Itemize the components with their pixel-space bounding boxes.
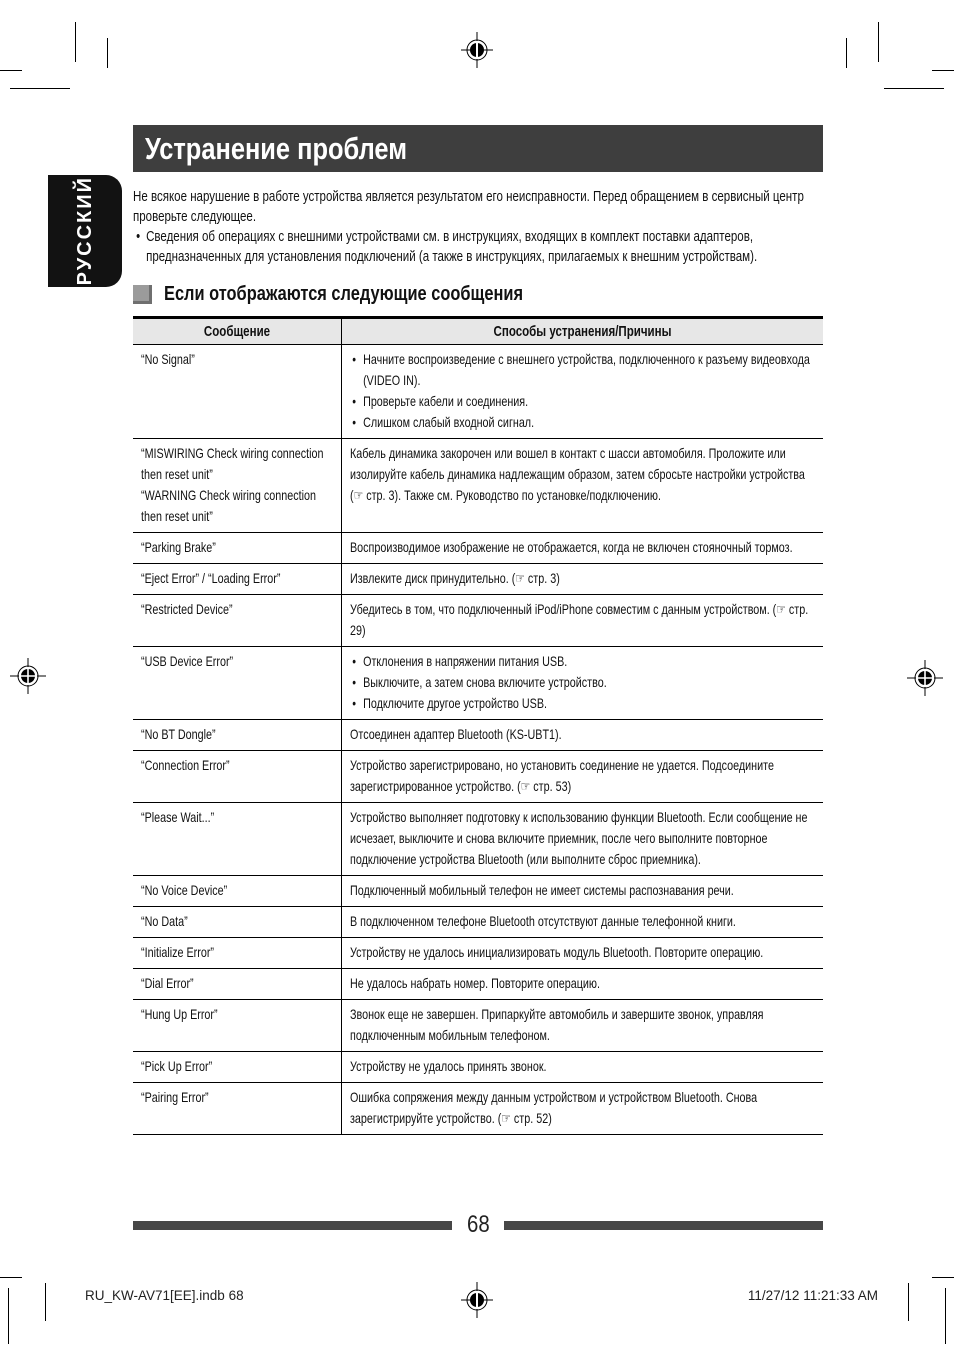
table-row (133, 647, 823, 720)
table-row (133, 1000, 823, 1052)
solution-cell (342, 1000, 824, 1052)
message-cell (133, 876, 342, 907)
solution-text: Устройство выполняет подготовку к использованию функции Bluetooth. Если сообщение не исчезает, выключите и снова включите приемник, после чего выполните повторное подключение устройства Bluetooth (или выполните сброс приемника). (350, 809, 808, 867)
table-row (133, 938, 823, 969)
message-cell (133, 595, 342, 647)
table-row (133, 720, 823, 751)
solution-cell (342, 1052, 824, 1083)
page-title-bar (133, 125, 823, 172)
solution-cell (342, 564, 824, 595)
solution-item: • Проверьте кабели и соединения. (350, 391, 817, 412)
solution-cell (342, 876, 824, 907)
message-cell (133, 647, 342, 720)
trim-mark (932, 70, 954, 71)
message-text: “WARNING Check wiring connection then reset unit” (141, 487, 316, 524)
message-cell (133, 907, 342, 938)
table-row (133, 595, 823, 647)
message-cell (133, 564, 342, 595)
solution-text: Устройству не удалось принять звонок. (350, 1058, 547, 1074)
message-text: “No BT Dongle” (141, 726, 216, 742)
solution-text: Устройство зарегистрировано, но установить соединение не удается. Подсоедините зарегистрированное устройство. (☞ стр. 53) (350, 757, 774, 794)
message-cell (133, 969, 342, 1000)
message-text: “Please Wait...” (141, 809, 215, 825)
solution-text: Звонок еще не завершен. Припаркуйте автомобиль и завершите звонок, управляя подключенным мобильным телефоном. (350, 1006, 764, 1043)
message-text: “No Signal” (141, 351, 195, 367)
message-cell (133, 1083, 342, 1135)
solution-cell (342, 938, 824, 969)
registration-mark-icon (459, 32, 495, 68)
solution-text: Отсоединен адаптер Bluetooth (KS-UBT1). (350, 726, 562, 742)
column-header-message: Сообщение (133, 318, 342, 345)
message-text: “No Voice Device” (141, 882, 228, 898)
message-text: “Restricted Device” (141, 601, 233, 617)
page-number-bar-right (504, 1221, 823, 1230)
solution-item: • Отклонения в напряжении питания USB. (350, 651, 817, 672)
intro-block (133, 187, 823, 267)
message-text: “Eject Error” / “Loading Error” (141, 570, 281, 586)
message-text: “Connection Error” (141, 757, 230, 773)
solution-cell (342, 720, 824, 751)
trim-mark (0, 1277, 22, 1278)
message-text: “MISWIRING Check wiring connection then reset unit” (141, 445, 324, 482)
solution-item: • Выключите, а затем снова включите устройство. (350, 672, 817, 693)
table-row (133, 1052, 823, 1083)
message-cell (133, 803, 342, 876)
solution-cell (342, 345, 824, 439)
message-cell (133, 345, 342, 439)
registration-mark-icon (459, 1282, 495, 1318)
solution-text: Извлеките диск принудительно. (☞ стр. 3) (350, 570, 560, 586)
solution-text: Ошибка сопряжения между данным устройством и устройством Bluetooth. Снова зарегистрируйте устройство. (☞ стр. 52) (350, 1089, 758, 1126)
message-text: “Dial Error” (141, 975, 194, 991)
message-cell (133, 533, 342, 564)
intro-paragraph: Не всякое нарушение в работе устройства является результатом его неисправности. Перед обращением в сервисный центр проверьте следующее. (133, 188, 804, 225)
table-row (133, 1083, 823, 1135)
registration-mark-icon (907, 660, 943, 696)
table-row (133, 564, 823, 595)
content-area (133, 125, 823, 1135)
troubleshooting-table (133, 316, 823, 1135)
intro-bullet: • Сведения об операциях с внешними устройствами см. в инструкциях, входящих в комплект поставки адаптеров, предназначенных для установления подключений (а также в инструкциях, прилагаемых к внешним устройствам). (133, 227, 823, 267)
trim-mark (846, 38, 847, 68)
message-cell (133, 720, 342, 751)
language-tab (48, 175, 122, 287)
trim-mark (0, 70, 22, 71)
solution-text: Не удалось набрать номер. Повторите операцию. (350, 975, 600, 991)
trim-mark (932, 1277, 954, 1278)
solution-text: Воспроизводимое изображение не отображается, когда не включен стояночный тормоз. (350, 539, 793, 555)
solution-list (350, 349, 817, 433)
message-text: “Hung Up Error” (141, 1006, 218, 1022)
solution-text: Подключенный мобильный телефон не имеет системы распознавания речи. (350, 882, 734, 898)
message-cell (133, 751, 342, 803)
solution-item: • Подключите другое устройство USB. (350, 693, 817, 714)
solution-cell (342, 751, 824, 803)
message-text: “No Data” (141, 913, 188, 929)
solution-cell (342, 595, 824, 647)
footer-file-info: RU_KW-AV71[EE].indb 68 (85, 1288, 244, 1303)
solution-cell (342, 533, 824, 564)
solution-cell (342, 647, 824, 720)
solution-cell (342, 439, 824, 533)
table-row (133, 907, 823, 938)
language-tab-label: РУССКИЙ (73, 176, 96, 286)
solution-cell (342, 969, 824, 1000)
table-row (133, 751, 823, 803)
solution-cell (342, 803, 824, 876)
solution-text: В подключенном телефоне Bluetooth отсутствуют данные телефонной книги. (350, 913, 736, 929)
table-row (133, 876, 823, 907)
message-text: “Pairing Error” (141, 1089, 209, 1105)
solution-text: Убедитесь в том, что подключенный iPod/iPhone совместим с данным устройством. (☞ стр. 29) (350, 601, 809, 638)
message-cell (133, 1000, 342, 1052)
message-cell (133, 439, 342, 533)
page-title: Устранение проблем (145, 130, 408, 166)
column-header-solutions: Способы устранения/Причины (342, 318, 824, 345)
message-text: “Initialize Error” (141, 944, 215, 960)
solution-list (350, 651, 817, 714)
registration-mark-icon (10, 658, 46, 694)
trim-mark (878, 22, 879, 62)
trim-mark (945, 1288, 946, 1344)
trim-mark (908, 1283, 909, 1321)
trim-mark (75, 22, 76, 62)
page-number-strip (133, 1213, 823, 1237)
message-text: “Pick Up Error” (141, 1058, 213, 1074)
table-row (133, 345, 823, 439)
solution-item: • Слишком слабый входной сигнал. (350, 412, 817, 433)
solution-text: Кабель динамика закорочен или вошел в контакт с шасси автомобиля. Проложите или изолируйте кабель динамика надлежащим образом, затем сбросьте настройки устройства (☞ стр. 3). Также см. Руководство по установке/подключению. (350, 445, 805, 503)
solution-cell (342, 1083, 824, 1135)
table-header-row (133, 318, 823, 345)
trim-mark (8, 1288, 9, 1344)
section-heading-text: Если отображаются следующие сообщения (164, 283, 524, 305)
solution-cell (342, 907, 824, 938)
message-text: “Parking Brake” (141, 539, 216, 555)
section-square-icon (133, 285, 152, 304)
trim-mark (45, 1283, 46, 1321)
trim-mark (884, 88, 944, 89)
message-cell (133, 1052, 342, 1083)
solution-text: Устройству не удалось инициализировать модуль Bluetooth. Повторите операцию. (350, 944, 764, 960)
table-row (133, 439, 823, 533)
message-cell (133, 938, 342, 969)
solution-item: • Начните воспроизведение с внешнего устройства, подключенного к разъему видеовхода (VIDEO IN). (350, 349, 817, 391)
section-heading (133, 283, 823, 306)
table-row (133, 803, 823, 876)
table-row (133, 969, 823, 1000)
message-text: “USB Device Error” (141, 653, 234, 669)
footer-timestamp: 11/27/12 11:21:33 AM (747, 1288, 878, 1303)
trim-mark (107, 38, 108, 68)
page-number-bar-left (133, 1221, 452, 1230)
trim-mark (10, 88, 70, 89)
page-number: 68 (466, 1211, 490, 1238)
table-row (133, 533, 823, 564)
